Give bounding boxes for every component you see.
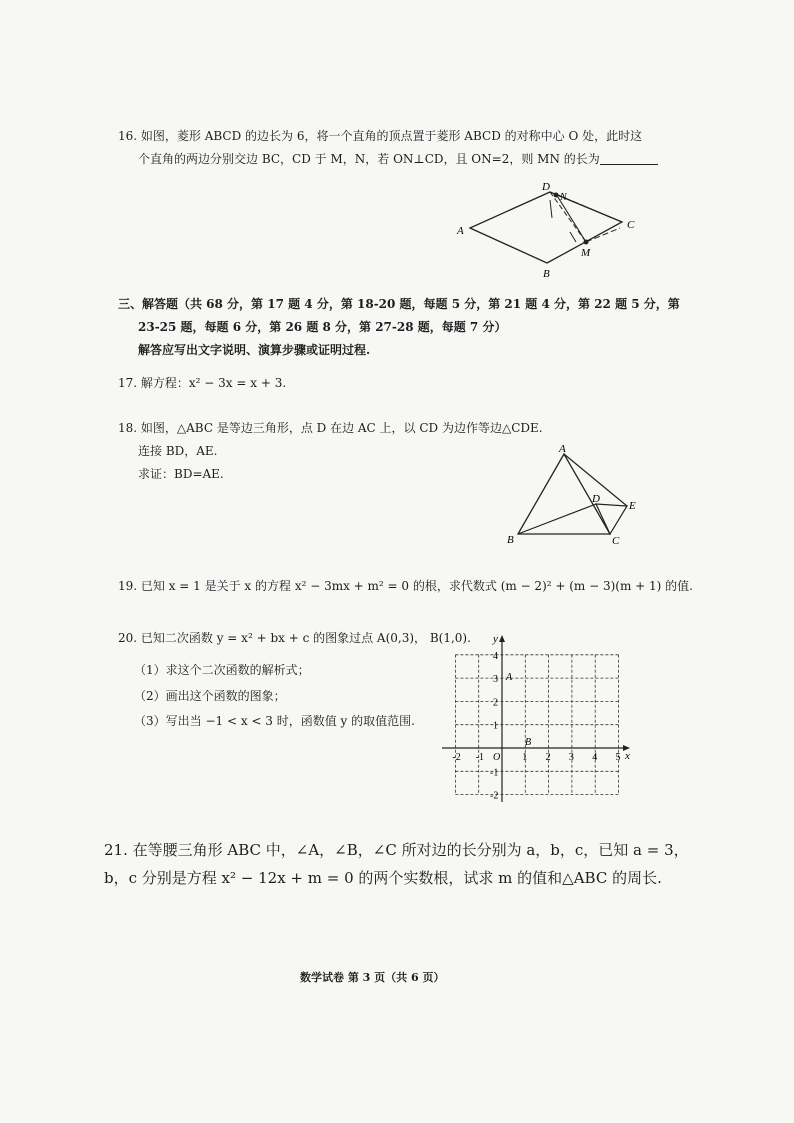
label-a: A (457, 225, 464, 237)
label-b: B (507, 534, 514, 546)
y-tick-label: 3 (493, 674, 498, 686)
y-tick-label: 4 (493, 650, 498, 662)
x-tick-label: 4 (592, 752, 598, 763)
q20-part2: （2）画出这个函数的图象； (134, 689, 286, 703)
y-tick-label: 1 (493, 720, 498, 732)
q18-line3: 求证：BD=AE. (138, 467, 224, 481)
q16-line2 (138, 151, 658, 167)
label-e: E (629, 500, 636, 512)
x-tick-label: -1 (475, 752, 485, 763)
point-n (554, 193, 559, 198)
section3-line1: 三、解答题（共 68 分，第 17 题 4 分，第 18-20 题，每题 5 分，第 21 题 4 分，第 22 题 5 分，第 (118, 297, 680, 311)
x-tick-label: 5 (615, 752, 621, 763)
rhombus-abcd (470, 192, 622, 263)
y-tick-label: 2 (493, 697, 498, 709)
label-d: D (542, 181, 550, 193)
label-m: M (581, 247, 591, 259)
q18-line1: 18. 如图，△ABC 是等边三角形，点 D 在边 AC 上，以 CD 为边作等边△CDE. (118, 421, 543, 435)
dashed-line-2 (586, 228, 620, 242)
rhombus-figure (452, 178, 642, 280)
q20-part3: （3）写出当 −1 < x < 3 时，函数值 y 的取值范围. (134, 714, 415, 728)
x-tick-label: 2 (545, 752, 551, 763)
x-axis-label: x (625, 750, 630, 762)
y-axis-label: y (493, 633, 498, 645)
label-b: B (543, 268, 550, 280)
section3-line2: 23-25 题，每题 6 分，第 26 题 8 分，第 27-28 题，每题 7 分） (138, 320, 507, 334)
point-a-label: A (506, 672, 513, 683)
label-a: A (559, 443, 566, 455)
section3-note: 解答应写出文字说明、演算步骤或证明过程. (138, 343, 371, 357)
y-axis-arrow (499, 635, 505, 642)
q21-line2: b，c 分别是方程 x² − 12x + m = 0 的两个实数根，试求 m 的值和△ABC 的周长. (104, 869, 662, 887)
label-c: C (627, 219, 635, 231)
x-tick-label: 1 (522, 752, 528, 763)
tick-1 (550, 200, 552, 218)
tick-2 (570, 232, 576, 242)
page-footer: 数学试卷 第 3 页（共 6 页） (300, 971, 445, 984)
q17-text: 17. 解方程：x² − 3x = x + 3. (118, 376, 287, 390)
origin-label: O (493, 752, 501, 763)
q20-line1: 20. 已知二次函数 y = x² + bx + c 的图象过点 A(0,3)， B(1,0). (118, 631, 471, 645)
label-c: C (612, 535, 620, 547)
grid-lines (455, 655, 618, 795)
y-tick-label: -1 (490, 767, 499, 779)
q19-text: 19. 已知 x = 1 是关于 x 的方程 x² − 3mx + m² = 0 的根，求代数式 (m − 2)² + (m − 3)(m + 1) 的值. (118, 579, 693, 593)
label-d: D (592, 493, 600, 505)
q16-line2-text: 个直角的两边分别交边 BC，CD 于 M，N，若 ON⊥CD，且 ON=2，则 MN 的长为 (138, 152, 600, 166)
point-m (584, 240, 589, 245)
q18-line2: 连接 BD，AE. (138, 444, 218, 458)
x-tick-label: -2 (452, 752, 461, 763)
x-tick-label: 3 (568, 752, 574, 763)
label-n: N (560, 192, 567, 203)
coordinate-grid (438, 632, 638, 812)
point-b-label: B (525, 737, 532, 748)
triangle-figure (500, 442, 645, 548)
q21-line1: 21. 在等腰三角形 ABC 中，∠A，∠B，∠C 所对边的长分别为 a，b，c，已知 a = 3， (104, 841, 689, 859)
q16-line1: 16. 如图，菱形 ABCD 的边长为 6，将一个直角的顶点置于菱形 ABCD 的对称中心 O 处，此时这 (118, 129, 643, 143)
answer-blank (600, 164, 658, 165)
y-tick-label: -2 (490, 790, 499, 802)
segment-bd (518, 504, 596, 534)
q20-part1: （1）求这个二次函数的解析式； (134, 663, 310, 677)
